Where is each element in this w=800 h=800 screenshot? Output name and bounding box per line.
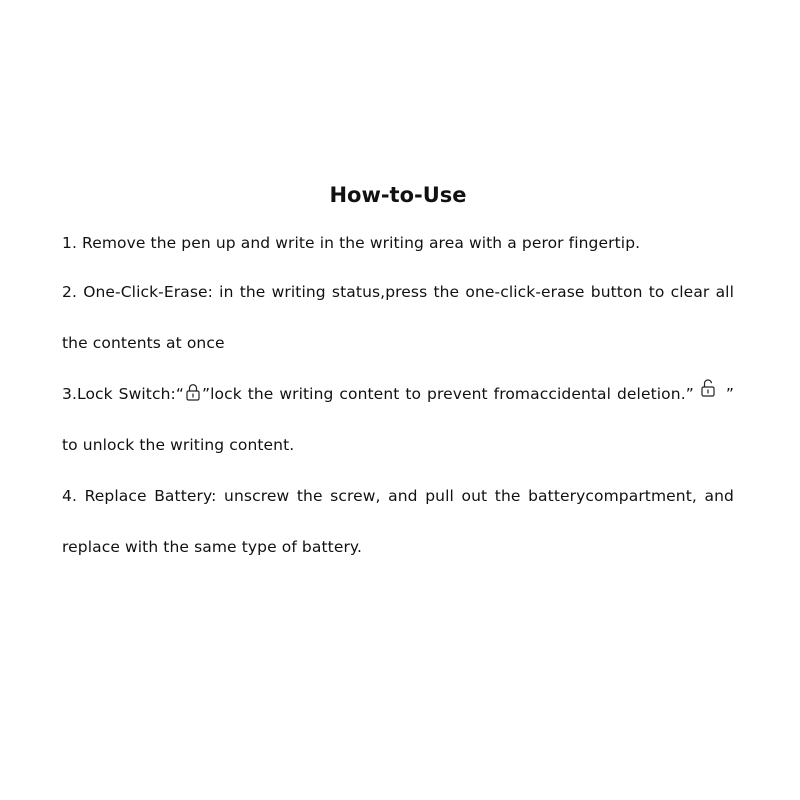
- step-3-middle: ”lock the writing content to prevent fromaccidental deletion.”: [201, 385, 694, 403]
- document-title: How-to-Use: [329, 183, 467, 207]
- unlocked-padlock-icon: [700, 379, 716, 397]
- how-to-use-document: [62, 178, 734, 573]
- step-1: 1. Remove the pen up and write in the writing area with a peror fingertip.: [62, 234, 641, 252]
- locked-padlock-icon: [185, 383, 201, 401]
- step-4: 4. Replace Battery: unscrew the screw, and pull out the batterycompartment, and replace with the same type of battery.: [62, 487, 734, 556]
- step-3: [62, 369, 734, 471]
- step-3-suffix: ” to unlock the writing content.: [62, 385, 734, 454]
- step-3-prefix: 3.Lock Switch:“: [62, 385, 184, 403]
- step-2: 2. One-Click-Erase: in the writing status,press the one-click-erase button to clear all the contents at once: [62, 283, 734, 352]
